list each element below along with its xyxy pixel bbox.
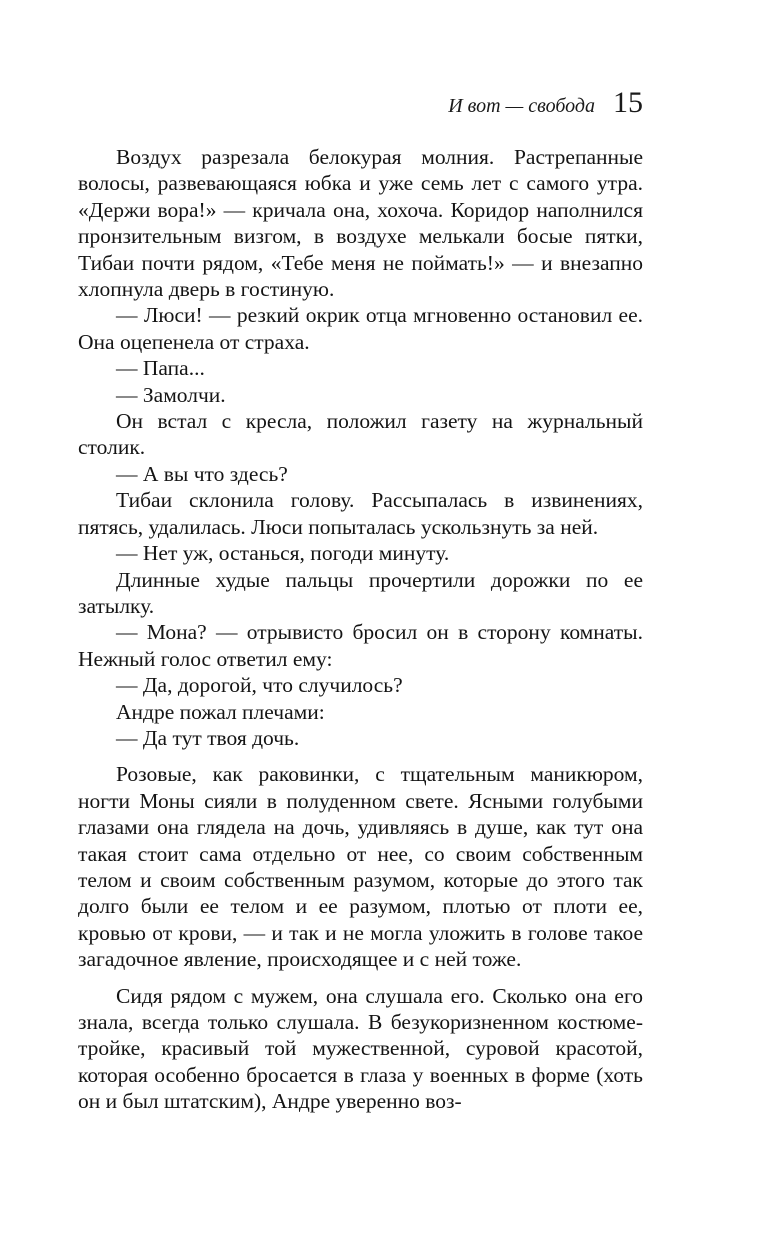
paragraph: Розовые, как раковинки, с тщательным маникюром, ногти Моны сияли в полуденном свете. Ясными голубыми глазами она глядела на дочь, удивляясь в душе, как тут она такая стоит сама отдельно от нее, со своим собственным телом и своим собственным разумом, которые до этого так долго были ее телом и ее разумом, плотью от плоти ее, кровью от крови, — и так и не могла уложить в голове такое загадочное явление, происходящее и с ней тоже. [78,762,643,972]
paragraph: — Люси! — резкий окрик отца мгновенно остановил ее. Она оцепенела от страха. [78,303,643,354]
running-head [0,86,643,120]
paragraph: Тибаи склонила голову. Рассыпалась в извинениях, пятясь, удалилась. Люси попыталась ускользнуть за ней. [78,488,643,539]
body-text [78,144,643,1115]
paragraph: Андре пожал плечами: [116,699,325,724]
paragraph: — Мона? — отрывисто бросил он в сторону комнаты. Нежный голос ответил ему: [78,620,643,671]
paragraph: Сидя рядом с мужем, она слушала его. Сколько она его знала, всегда только слушала. В безукоризненном костюме-тройке, красивый той мужественной, суровой красотой, которая особенно бросается в глаза у военных в форме (хоть он и был штатским), Андре уверенно воз- [78,983,643,1114]
running-title: И вот — свобода [448,95,595,117]
paragraph: Он встал с кресла, положил газету на журнальный столик. [78,409,643,460]
paragraph: — А вы что здесь? [116,461,288,486]
paragraph: Воздух разрезала белокурая молния. Растрепанные волосы, развевающаяся юбка и уже семь лет с самого утра. «Держи вора!» — кричала она, хохоча. Коридор наполнился пронзительным визгом, в воздухе мелькали босые пятки, Тибаи почти рядом, «Тебе меня не поймать!» — и внезапно хлопнула дверь в гостиную. [78,145,643,302]
paragraph: — Нет уж, останься, погоди минуту. [116,541,450,566]
paragraph: — Да тут твоя дочь. [116,725,300,750]
paragraph: — Папа... [116,356,205,381]
paragraph: — Да, дорогой, что случилось? [116,673,403,698]
paragraph: — Замолчи. [116,382,226,407]
page-number: 15 [613,86,643,119]
paragraph: Длинные худые пальцы прочертили дорожки по ее затылку. [78,567,643,618]
